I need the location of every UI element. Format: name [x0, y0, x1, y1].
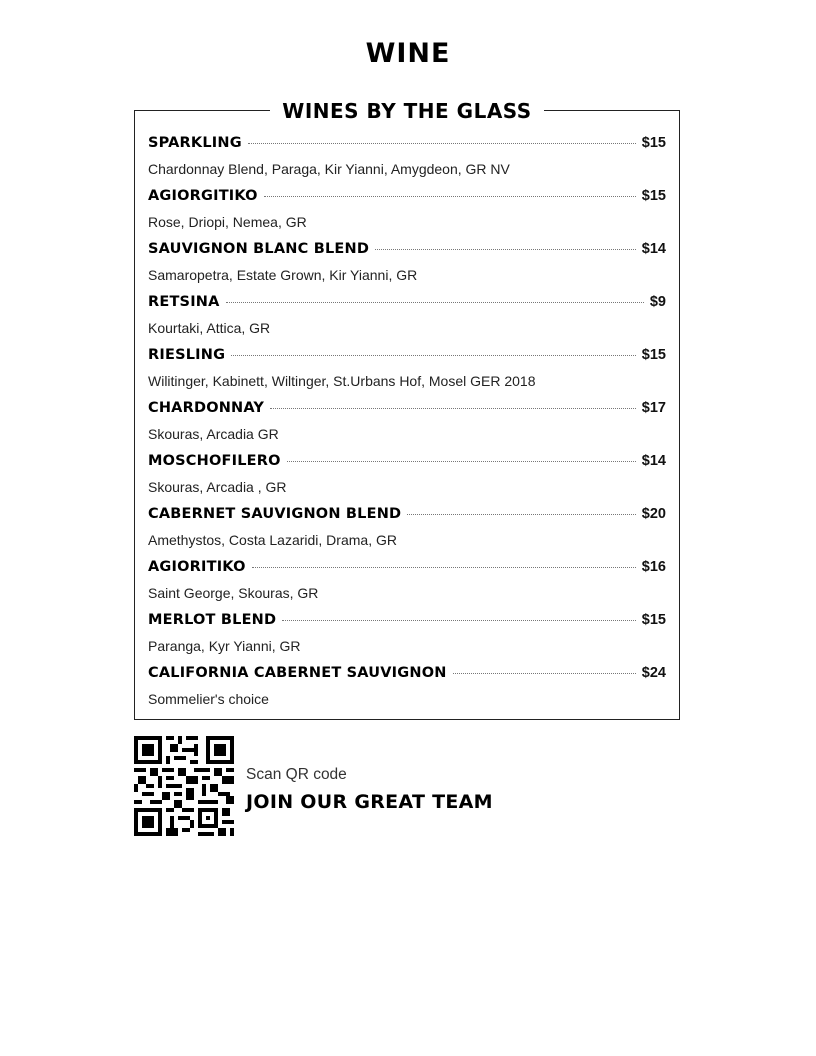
- page-title: WINE: [365, 38, 451, 69]
- menu-item: [148, 612, 666, 662]
- dot-leader: [287, 461, 636, 462]
- item-description: Sommelier's choice: [148, 691, 269, 707]
- item-description: Paranga, Kyr Yianni, GR: [148, 638, 301, 654]
- dot-leader: [375, 249, 636, 250]
- item-price: $20: [641, 506, 666, 522]
- item-description: Amethystos, Costa Lazaridi, Drama, GR: [148, 532, 397, 548]
- dot-leader: [282, 620, 636, 621]
- item-price: $16: [641, 559, 666, 575]
- item-description: Kourtaki, Attica, GR: [148, 320, 271, 336]
- menu-item: [148, 188, 666, 238]
- dot-leader: [252, 567, 636, 568]
- qr-caption: Scan QR code: [246, 766, 347, 783]
- menu-item: [148, 665, 666, 715]
- item-name: CHARDONNAY: [148, 400, 265, 416]
- item-name: CALIFORNIA CABERNET SAUVIGNON: [148, 665, 447, 681]
- dot-leader: [270, 408, 636, 409]
- item-price: $15: [641, 188, 666, 204]
- dot-leader: [407, 514, 636, 515]
- item-name: RETSINA: [148, 294, 220, 310]
- item-price: $9: [649, 294, 666, 310]
- item-name: CABERNET SAUVIGNON BLEND: [148, 506, 402, 522]
- item-name: RIESLING: [148, 347, 226, 363]
- dot-leader: [453, 673, 636, 674]
- menu-item: [148, 135, 666, 185]
- item-price: $15: [641, 135, 666, 151]
- dot-leader: [226, 302, 644, 303]
- menu-item: [148, 506, 666, 556]
- item-description: Chardonnay Blend, Paraga, Kir Yianni, Amygdeon, GR NV: [148, 161, 510, 177]
- item-name: AGIORGITIKO: [148, 188, 258, 204]
- item-name: SAUVIGNON BLANC BLEND: [148, 241, 370, 257]
- item-name: MOSCHOFILERO: [148, 453, 281, 469]
- item-name: AGIORITIKO: [148, 559, 246, 575]
- menu-item: [148, 347, 666, 397]
- item-description: Skouras, Arcadia GR: [148, 426, 279, 442]
- item-price: $14: [641, 453, 666, 469]
- menu-item: [148, 241, 666, 291]
- dot-leader: [248, 143, 636, 144]
- menu-item: [148, 294, 666, 344]
- item-price: $14: [641, 241, 666, 257]
- item-price: $24: [641, 665, 666, 681]
- menu-item: [148, 453, 666, 503]
- item-description: Skouras, Arcadia , GR: [148, 479, 287, 495]
- item-price: $15: [641, 347, 666, 363]
- qr-code-icon[interactable]: [134, 736, 234, 836]
- menu-item: [148, 559, 666, 609]
- dot-leader: [231, 355, 636, 356]
- section-title-text: WINES BY THE GLASS: [270, 99, 543, 123]
- item-price: $17: [641, 400, 666, 416]
- item-price: $15: [641, 612, 666, 628]
- item-name: SPARKLING: [148, 135, 242, 151]
- dot-leader: [264, 196, 636, 197]
- item-description: Rose, Driopi, Nemea, GR: [148, 214, 307, 230]
- join-team-title[interactable]: JOIN OUR GREAT TEAM: [246, 791, 493, 813]
- item-description: Saint George, Skouras, GR: [148, 585, 319, 601]
- item-description: Samaropetra, Estate Grown, Kir Yianni, GR: [148, 267, 418, 283]
- item-description: Wilitinger, Kabinett, Wiltinger, St.Urbans Hof, Mosel GER 2018: [148, 373, 536, 389]
- section-title: [135, 100, 679, 125]
- item-name: MERLOT BLEND: [148, 612, 277, 628]
- wines-by-the-glass-section: [134, 99, 680, 720]
- menu-item: [148, 400, 666, 450]
